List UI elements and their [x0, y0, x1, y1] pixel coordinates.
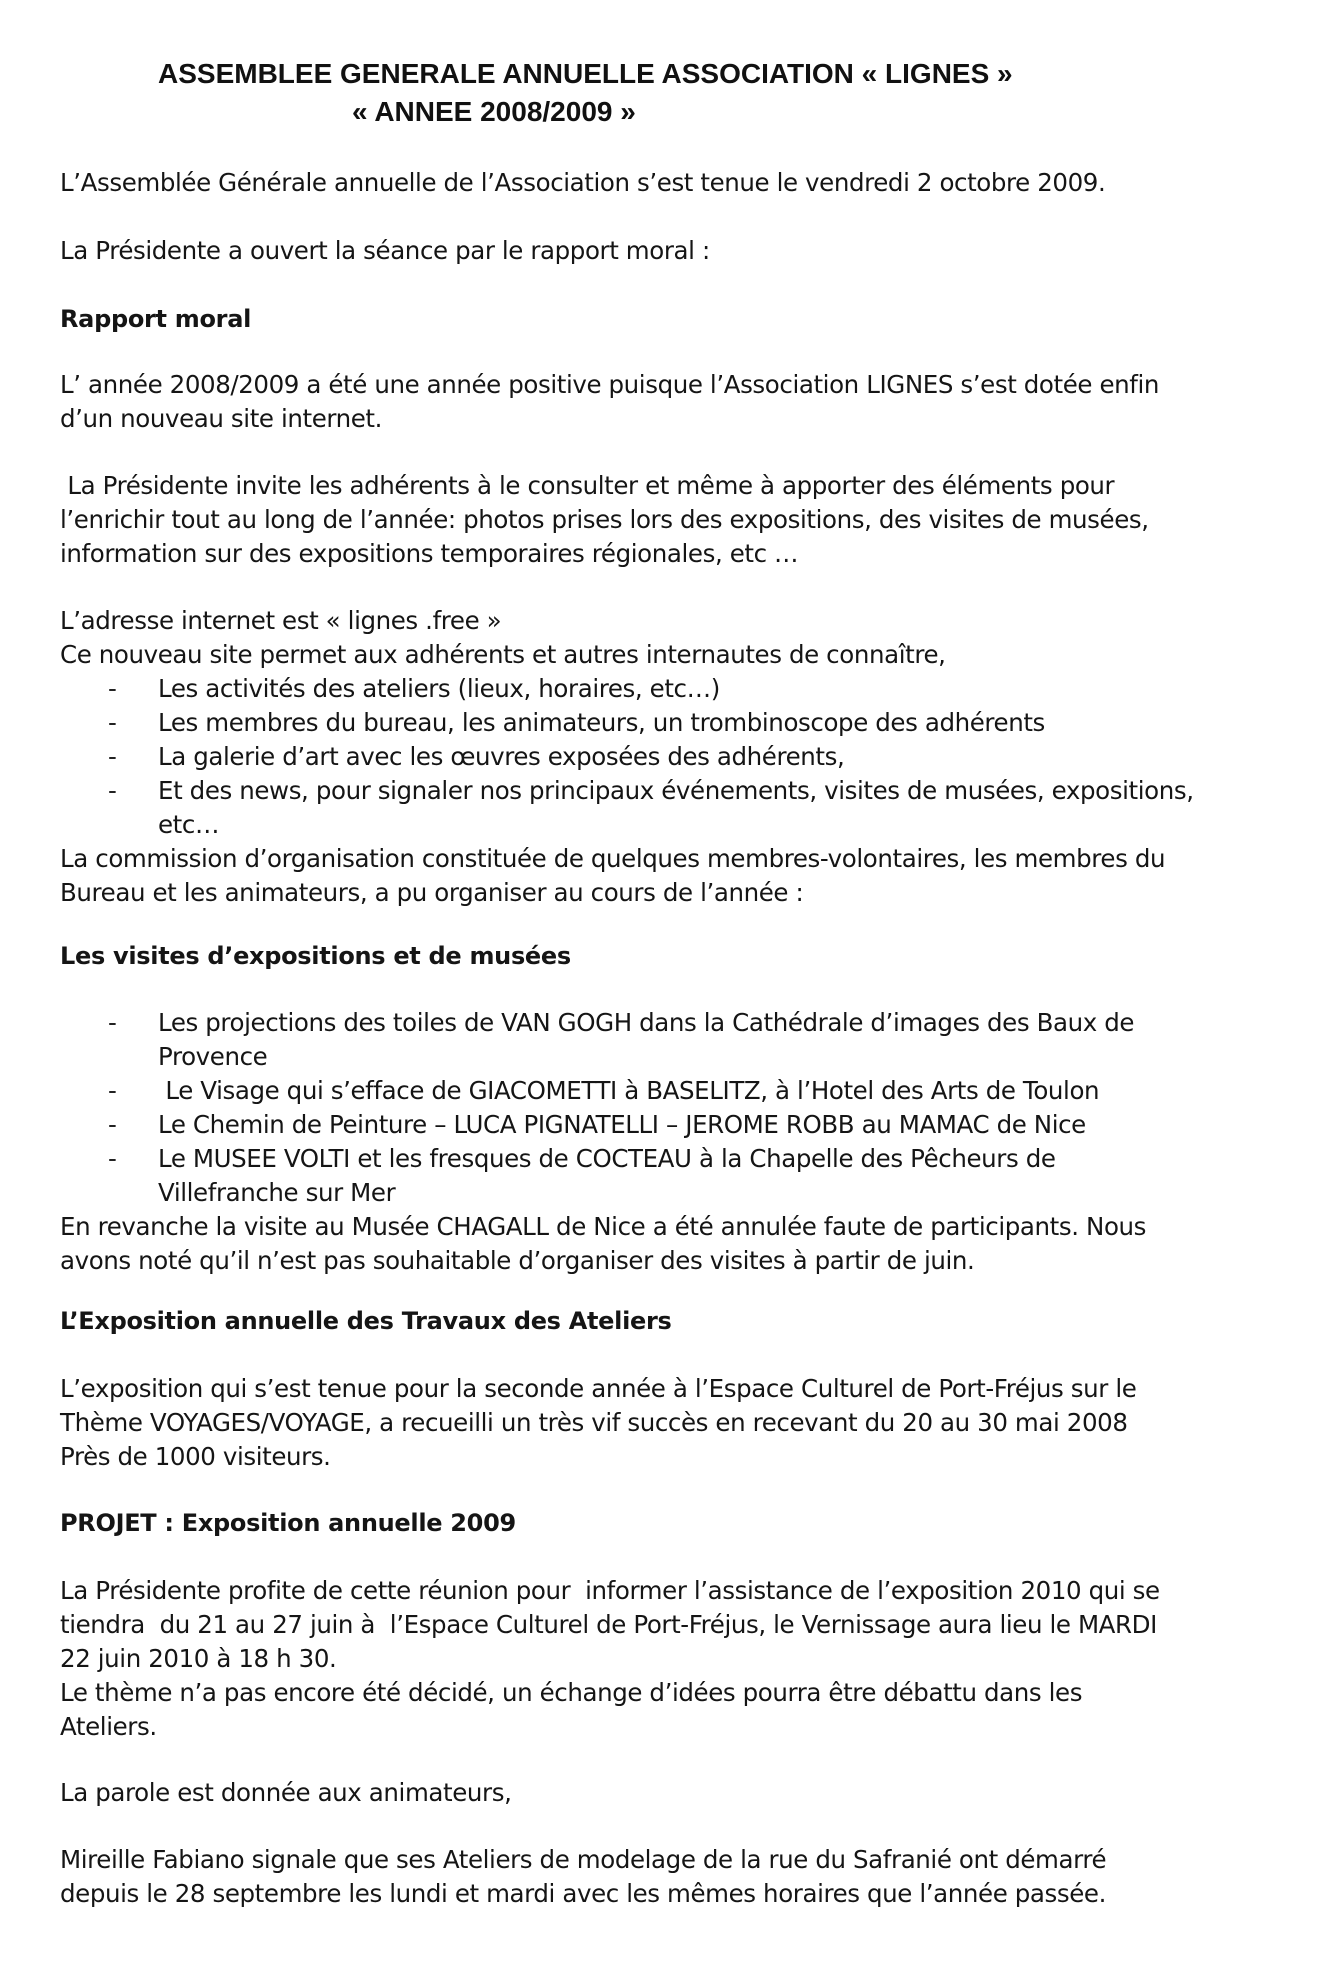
intro-paragraph: L’Assemblée Générale annuelle de l’Association s’est tenue le vendredi 2 octobre 2009. — [60, 168, 1106, 197]
text-line: Bureau et les animateurs, a pu organiser au cours de l’année : — [60, 878, 804, 907]
projet-paragraph — [60, 1574, 1310, 1744]
text-line: avons noté qu’il n’est pas souhaitable d’organiser des visites à partir de juin. — [60, 1246, 975, 1275]
visites-list-cont — [60, 1074, 1310, 1176]
text-line: En revanche la visite au Musée CHAGALL de Nice a été annulée faute de participants. Nous — [60, 1212, 1147, 1241]
text-line: Près de 1000 visiteurs. — [60, 1442, 331, 1471]
text-line: tiendra du 21 au 27 juin à l’Espace Culturel de Port-Fréjus, le Vernissage aura lieu le MARDI — [60, 1610, 1157, 1639]
list-item: - Les membres du bureau, les animateurs, un trombinoscope des adhérents — [60, 706, 1310, 740]
document-subtitle: « ANNEE 2008/2009 » — [352, 96, 636, 127]
rapport-paragraph-3 — [60, 604, 1310, 910]
section-heading-rapport-moral: Rapport moral — [60, 305, 252, 333]
text-line: 22 juin 2010 à 18 h 30. — [60, 1644, 337, 1673]
list-item: - La galerie d’art avec les œuvres exposées des adhérents, — [60, 740, 1310, 774]
section-heading-visites: Les visites d’expositions et de musées — [60, 942, 571, 970]
visites-list — [60, 1006, 1310, 1040]
website-features-list — [60, 672, 1310, 808]
text-line: Ce nouveau site permet aux adhérents et autres internautes de connaître, — [60, 640, 946, 669]
text-line: Ateliers. — [60, 1712, 157, 1741]
text-line: Mireille Fabiano signale que ses Ateliers de modelage de la rue du Safranié ont démarré — [60, 1845, 1107, 1874]
text-line: Thème VOYAGES/VOYAGE, a recueilli un très vif succès en recevant du 20 au 30 mai 2008 — [60, 1408, 1128, 1437]
text-line: La commission d’organisation constituée de quelques membres-volontaires, les membres du — [60, 844, 1166, 873]
exposition-paragraph — [60, 1372, 1310, 1474]
text-line: d’un nouveau site internet. — [60, 404, 383, 433]
text-line: Le thème n’a pas encore été décidé, un échange d’idées pourra être débattu dans les — [60, 1678, 1083, 1707]
list-item-continuation: etc… — [158, 810, 220, 839]
mireille-paragraph — [60, 1843, 1310, 1911]
list-item-continuation: Provence — [158, 1042, 268, 1071]
list-item: - Le Visage qui s’efface de GIACOMETTI à BASELITZ, à l’Hotel des Arts de Toulon — [60, 1074, 1310, 1108]
text-line: L’ année 2008/2009 a été une année positive puisque l’Association LIGNES s’est dotée enfin — [60, 370, 1160, 399]
visites-block — [60, 1006, 1310, 1278]
text-line: L’adresse internet est « lignes .free » — [60, 606, 502, 635]
text-line: information sur des expositions temporaires régionales, etc … — [60, 539, 799, 568]
list-item: - Les activités des ateliers (lieux, horaires, etc…) — [60, 672, 1310, 706]
list-item: - Le Chemin de Peinture – LUCA PIGNATELLI – JEROME ROBB au MAMAC de Nice — [60, 1108, 1310, 1142]
intro-opening-paragraph: La Présidente a ouvert la séance par le rapport moral : — [60, 236, 710, 265]
document-title: ASSEMBLEE GENERALE ANNUELLE ASSOCIATION « LIGNES » — [158, 58, 1013, 89]
parole-paragraph: La parole est donnée aux animateurs, — [60, 1778, 512, 1807]
text-line: La Présidente invite les adhérents à le consulter et même à apporter des éléments pour — [60, 471, 1115, 500]
section-heading-projet: PROJET : Exposition annuelle 2009 — [60, 1509, 516, 1537]
list-item: - Le MUSEE VOLTI et les fresques de COCTEAU à la Chapelle des Pêcheurs de — [60, 1142, 1310, 1176]
list-item: - Les projections des toiles de VAN GOGH dans la Cathédrale d’images des Baux de — [60, 1006, 1310, 1040]
text-line: depuis le 28 septembre les lundi et mardi avec les mêmes horaires que l’année passée. — [60, 1879, 1106, 1908]
list-item: - Et des news, pour signaler nos principaux événements, visites de musées, expositions, — [60, 774, 1310, 808]
section-heading-exposition: L’Exposition annuelle des Travaux des Ateliers — [60, 1307, 672, 1335]
rapport-paragraph-1 — [60, 368, 1310, 436]
text-line: l’enrichir tout au long de l’année: photos prises lors des expositions, des visites de musées, — [60, 505, 1149, 534]
list-item-continuation: Villefranche sur Mer — [158, 1178, 396, 1207]
rapport-paragraph-2 — [60, 469, 1310, 571]
text-line: L’exposition qui s’est tenue pour la seconde année à l’Espace Culturel de Port-Fréjus sur le — [60, 1374, 1137, 1403]
text-line: La Présidente profite de cette réunion pour informer l’assistance de l’exposition 2010 qui se — [60, 1576, 1160, 1605]
